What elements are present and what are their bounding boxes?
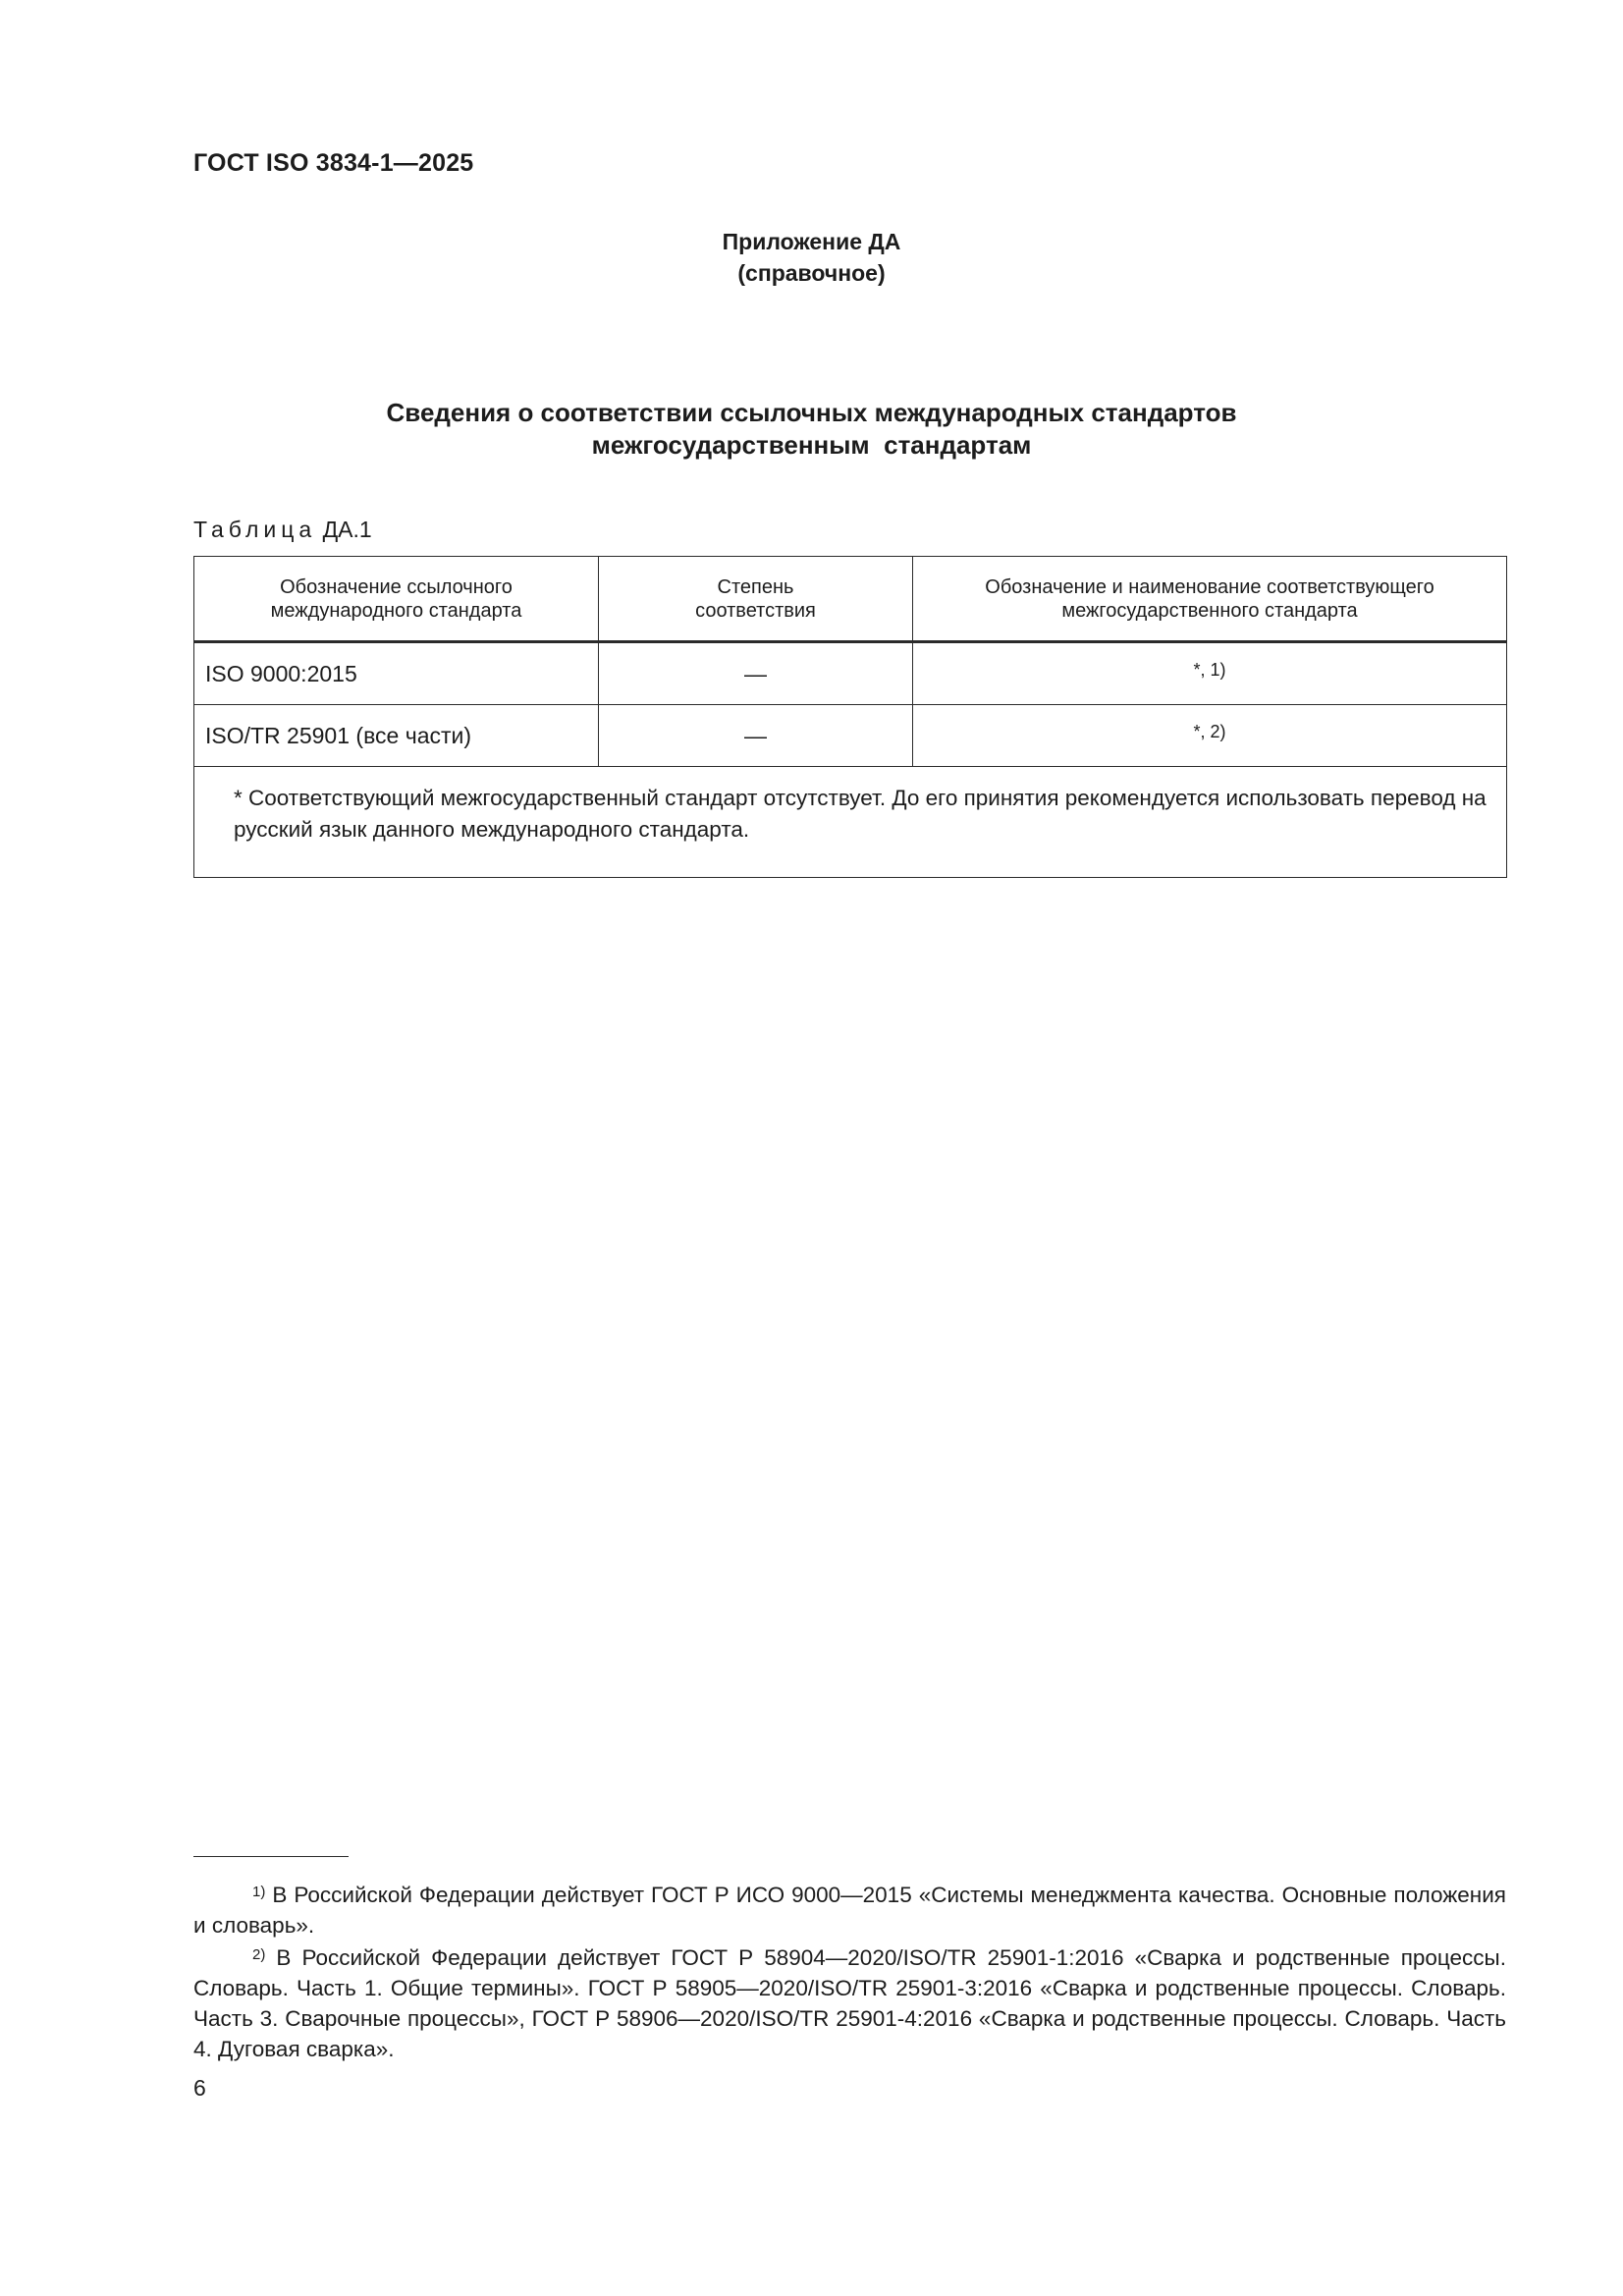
standards-table (193, 556, 1507, 878)
footnote-2-mark: 2) (252, 1946, 266, 1963)
table-header-row (194, 557, 1507, 642)
table-row (194, 705, 1507, 767)
cell-national-standard (913, 705, 1507, 767)
page-number: 6 (193, 2075, 206, 2101)
table-label-word: Таблица (193, 517, 317, 542)
cell-national-standard-text: *, 2) (1193, 721, 1226, 741)
header-degree (599, 557, 913, 642)
appendix-subtitle: (справочное) (737, 260, 886, 286)
table-label (193, 517, 372, 543)
header-col2-line1: Степень (717, 575, 794, 598)
table-row (194, 642, 1507, 705)
footnote-1-text: В Российской Федерации действует ГОСТ Р ИСО 9000—2015 «Системы менеджмента качества. Основные положения и словарь». (193, 1883, 1506, 1938)
footnote-2 (193, 1942, 1506, 2064)
cell-national-standard (913, 642, 1507, 705)
table-label-number: ДА.1 (322, 517, 372, 542)
header-col1-line1: Обозначение ссылочного (280, 575, 513, 598)
cell-ref-standard: ISO 9000:2015 (194, 642, 599, 705)
cell-national-standard-text: *, 1) (1193, 659, 1226, 680)
table-note (194, 767, 1507, 878)
footnote-1-mark: 1) (252, 1884, 266, 1900)
header-col1-line2: международного стандарта (270, 599, 522, 622)
footnote-2-text: В Российской Федерации действует ГОСТ Р 58904—2020/ISO/TR 25901-1:2016 «Сварка и родственные процессы. Словарь. Часть 1. Общие термины». ГОСТ Р 58905—2020/ISO/TR 25901-3:2016 «Сварка и родственные процессы. Словарь. Часть 3. Сварочные процессы», ГОСТ Р 58906—2020/ISO/TR 25901-4:2016 «Сварка и родственные процессы. Словарь. Часть 4. Дуговая сварка». (193, 1945, 1506, 2061)
section-title-line1: Сведения о соответствии ссылочных международных стандартов (386, 398, 1237, 427)
section-title-line2: межгосударственным стандартам (591, 430, 1032, 460)
cell-ref-standard: ISO/TR 25901 (все части) (194, 705, 599, 767)
footnote-1 (193, 1880, 1506, 1941)
header-national-standard (913, 557, 1507, 642)
appendix-title: Приложение ДА (722, 229, 901, 254)
header-col3-line2: межгосударственного стандарта (1061, 599, 1358, 622)
table-note-row (194, 767, 1507, 878)
document-header: ГОСТ ISO 3834-1—2025 (193, 149, 474, 177)
header-ref-standard (194, 557, 599, 642)
cell-degree: — (599, 705, 913, 767)
header-col2-line2: соответствия (695, 599, 816, 622)
table-note-text: * Соответствующий межгосударственный стандарт отсутствует. До его принятия рекомендуется использовать перевод на русский язык данного международного стандарта. (234, 786, 1487, 842)
cell-degree: — (599, 642, 913, 705)
footnote-separator (193, 1856, 349, 1857)
header-col3-line1: Обозначение и наименование соответствующего (985, 575, 1434, 598)
